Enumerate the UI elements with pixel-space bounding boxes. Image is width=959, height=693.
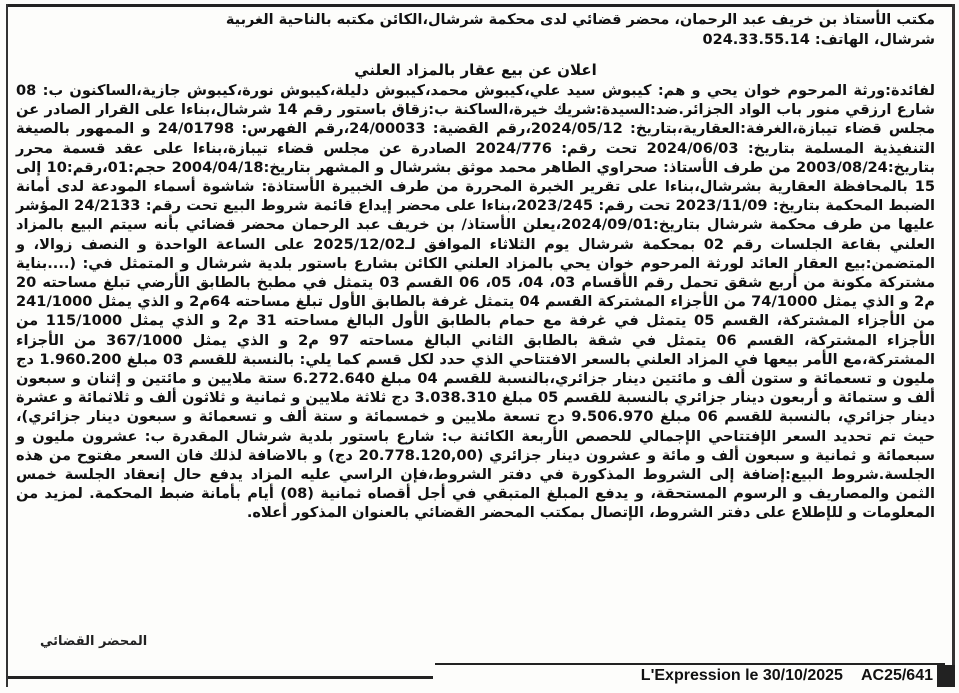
footer-block (937, 665, 955, 687)
footer-rule (8, 676, 433, 679)
office-header-line2 (16, 30, 935, 50)
signature: المحضر القضائي (40, 634, 148, 649)
phone-label: شرشال، الهاتف: (814, 32, 935, 48)
publication-footer (435, 663, 945, 687)
left-border (6, 4, 8, 687)
publication-info: L'Expression le 30/10/2025 (640, 667, 843, 684)
phone-number: 024.33.55.14 (702, 32, 810, 48)
reference-code: AC25/641 (860, 667, 933, 684)
notice-body (16, 10, 935, 643)
right-border (952, 4, 955, 687)
office-header-line1: مكتب الأستاذ بن خريف عبد الرحمان، محضر قضائي لدى محكمة شرشال،الكائن مكتبه بالناحية الغربية (225, 12, 935, 28)
notice-text: لفائدة:ورثة المرحوم خوان يحي و هم: كيبوش سيد علي،كيبوش محمد،كيبوش دليلة،كيبوش نورة،كيبوش جازية،الساكنون ب: 08 شارع ارزقي منور باب الواد الجزائر.ضد:السيدة:شريك خيرة،الساكنة ب:زقاق باستور رقم 14 شرشال،بناءا على القرار الصادر عن مجلس قضاء تيبازة،الغرفة:العقارية،بتاريخ: 2024/05/12،رقم القضية: 24/00033،رقم الفهرس: 24/01798 و الممهور بالصيغة التنفيذية المسلمة بتاريخ: 2024/06/03 تحت رقم: 2024/776 الصادرة عن مجلس قضاء تيبازة،بناءا على عقد قسمة محرر بتاريخ:2003/08/24 من طرف الأستاذ: صحراوي الطاهر محمد موثق بشرشال و المشهر بتاريخ:2004/04/18 حجم:01،رقم:10 إلى 15 بالمحافظة العقارية بشرشال،بناءا على تقرير الخبرة المحررة من طرف الخبيرة الأستاذة: شاشوة أسماء المودعة لدى أمانة الضبط المحكمة بتاريخ: 2023/11/09 تحت رقم: 2023/245،بناءا على محضر إيداع قائمة شروط البيع تحت رقم: 24/2133 المؤشر عليها من طرف محكمة شرشال بتاريخ:2024/09/01،يعلن الأستاذ/ بن خريف عبد الرحمان محضر قضائي بأنه سيتم البيع بالمزاد العلني بقاعة الجلسات رقم 02 بمحكمة شرشال يوم الثلاثاء الموافق لـ2025/12/02 على الساعة الواحدة و النصف زوالا، و المتضمن:بيع العقار العائد لورثة المرحوم خوان يحي بالمزاد العلني الكائن بشارع باستور بلدية شرشال و المتمثل في: (....بناية مشتركة مكونة من أربع شقق تحمل رقم الأقسام 03، 04، 05، 06 القسم 03 يتمثل في مطبخ بالطابق الأرضي تبلغ مساحته 20 م2 و الذي يمثل 74/1000 من الأجزاء المشتركة القسم 04 يتمثل غرفة بالطابق الأول تبلغ مساحته 64م2 و الذي يمثل 241/1000 من الأجزاء المشتركة، القسم 05 يتمثل في غرفة مع حمام بالطابق الأول البالغ مساحته 31 م2 و الذي يمثل 115/1000 من الأجزاء المشتركة، القسم 06 يتمثل في شقة بالطابق الثاني البالغ مساحته 97 م2 و الذي يمثل 367/1000 من الأجزاء المشتركة،مع الأمر بيعها في المزاد العلني بالسعر الافتتاحي الذي حدد لكل قسم كما يلي: بالنسبة للقسم 03 مبلغ 1.960.200 دج مليون و تسعمائة و ستون ألف و مائتين دينار جزائري،بالنسبة للقسم 04 مبلغ 6.272.640 ستة ملايين و مائتين و إثنان و سبعون ألف و ستمائة و أربعون دينار جزائري بالنسبة للقسم 05 مبلغ 3.038.310 دج ثلاثة ملايين و ثمانية و ثلاثون ألف و ثلاثمائة و عشرة دينار جزائري، بالنسبة للقسم 06 مبلغ 9.506.970 دج تسعة ملايين و خمسمائة و ستة ألف و تسعمائة و سبعون دينار جزائري)، حيث تم تحديد السعر الإفتتاحي الإجمالي للحصص الأربعة الكائنة ب: شارع باستور بلدية شرشال المقدرة ب: عشرون مليون و سبعمائة و ثمانية و سبعون ألف و مائة و عشرون دينار جزائري (20.778.120,00 دج) و بالاضافة لذلك فان السعر مفتوح من هذه الجلسة.شروط البيع:إضافة إلى الشروط المذكورة في دفتر الشروط،فإن الراسي عليه المزاد يدفع حال إنعقاد الجلسة خمس الثمن والمصاريف و الرسوم المستحقة، و يدفع المبلغ المتبقي في أجل أقصاه ثمانية (08) أيام بأمانة ضبط المحكمة. لمزيد من المعلومات و للإطلاع على دفتر الشروط، الإتصال بمكتب المحضر القضائي بالعنوان المذكور أعلاه. (16, 82, 936, 522)
top-border (6, 4, 953, 7)
office-header (16, 10, 935, 50)
notice-title: اعلان عن بيع عقار بالمزاد العلني (354, 61, 597, 79)
